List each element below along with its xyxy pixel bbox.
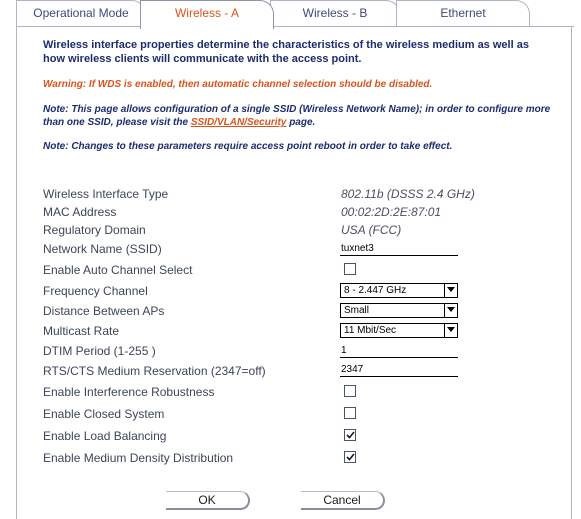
select-value: 11 Mbit/Sec [344,325,397,336]
distance-label: Distance Between APs [43,304,165,318]
load-balancing-label: Enable Load Balancing [43,429,167,443]
load-balancing-checkbox[interactable] [344,429,356,441]
ssid-note-tail: page. [286,117,316,128]
check-icon [346,431,355,439]
mac-address-label: MAC Address [43,205,117,219]
dtim-label: DTIM Period (1-255 ) [43,344,156,358]
multicast-rate-label: Multicast Rate [43,324,120,338]
chevron-down-icon[interactable] [444,324,457,337]
medium-density-label: Enable Medium Density Distribution [43,451,234,465]
ssid-note-text: Note: This page allows configuration of a single SSID (Wireless Network Name); in order to configure more than one SSID, please visit the [43,104,551,128]
tab-label: Ethernet [440,6,486,20]
tab-divider [16,26,574,27]
rts-input[interactable] [340,362,458,377]
select-value: 8 - 2.447 GHz [344,285,407,296]
tab-operational-mode[interactable] [16,0,146,26]
ok-button[interactable]: OK [166,491,250,510]
frequency-channel-label: Frequency Channel [43,284,148,298]
interference-checkbox[interactable] [344,385,356,397]
reboot-note: Note: Changes to these parameters require access point reboot in order to take effect. [43,141,453,152]
ssid-label: Network Name (SSID) [43,242,162,256]
closed-system-label: Enable Closed System [43,407,165,421]
distance-select[interactable] [340,303,458,318]
chevron-down-icon[interactable] [444,284,457,297]
ssid-note [43,103,563,129]
regulatory-domain-label: Regulatory Domain [43,223,146,237]
wds-warning: Warning: If WDS is enabled, then automatic channel selection should be disabled. [43,79,433,90]
mac-address-value: 00:02:2D:2E:87:01 [341,205,442,219]
dtim-input[interactable] [340,343,458,358]
interference-label: Enable Interference Robustness [43,385,215,399]
tab-wireless-b[interactable] [270,0,400,26]
ssid-vlan-security-link[interactable]: SSID/VLAN/Security [190,117,287,128]
ssid-input[interactable] [340,241,458,256]
tab-label: Wireless - A [174,6,239,20]
frequency-channel-select[interactable] [340,283,458,298]
regulatory-domain-value: USA (FCC) [341,223,402,237]
tab-bar [0,0,581,28]
auto-channel-label: Enable Auto Channel Select [43,263,193,277]
closed-system-checkbox[interactable] [344,407,356,419]
multicast-rate-select[interactable] [340,323,458,338]
chevron-down-icon[interactable] [444,304,457,317]
intro-text: Wireless interface properties determine the characteristics of the wireless medium as well as how wireless clients will communicate with the access point. [43,39,529,65]
tab-label: Operational Mode [33,6,129,20]
tab-label: Wireless - B [302,6,368,20]
select-value: Small [344,305,370,316]
tab-wireless-a[interactable] [140,0,274,29]
check-icon [346,453,355,461]
interface-type-value: 802.11b (DSSS 2.4 GHz) [341,187,475,201]
rts-label: RTS/CTS Medium Reservation (2347=off) [43,364,266,378]
interface-type-label: Wireless Interface Type [43,187,169,201]
cancel-button[interactable]: Cancel [301,491,385,510]
tab-ethernet[interactable] [396,0,530,26]
auto-channel-checkbox[interactable] [344,263,356,275]
medium-density-checkbox[interactable] [344,451,356,463]
